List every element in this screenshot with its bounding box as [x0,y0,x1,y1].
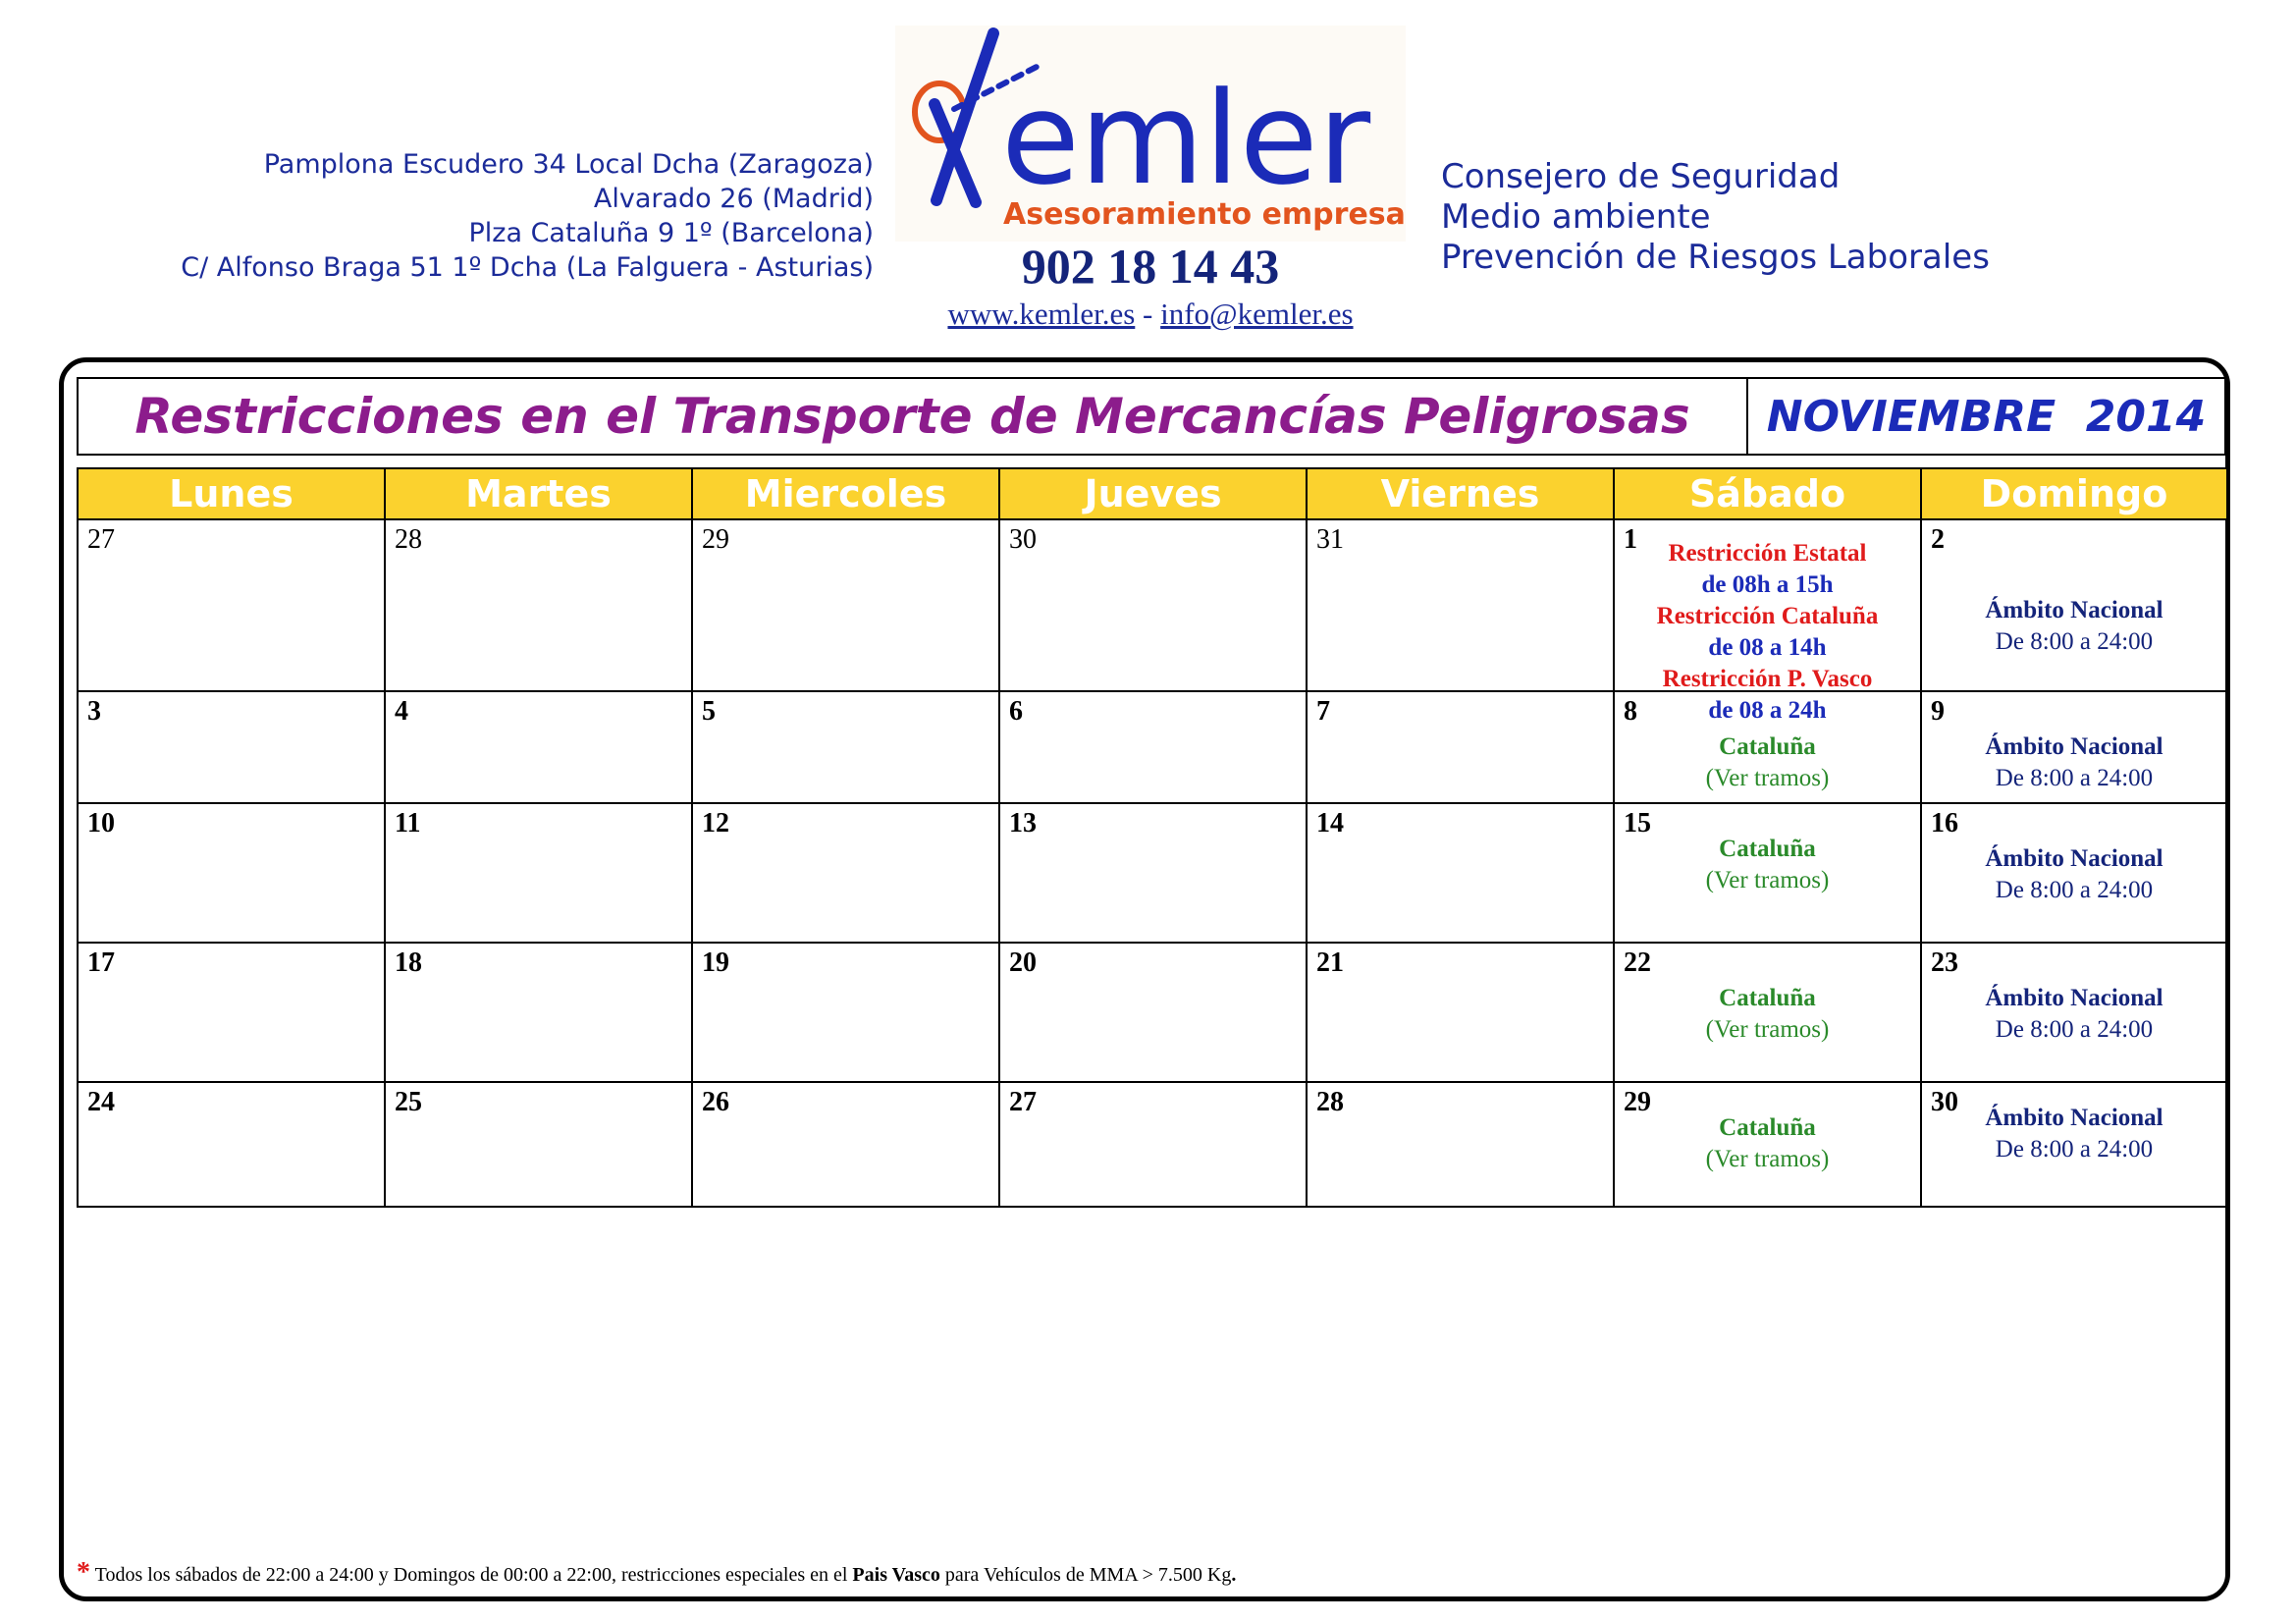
address-line: Alvarado 26 (Madrid) [593,184,874,214]
day-number: 13 [1009,808,1037,839]
calendar-day-cell [385,519,692,691]
restriction-note-line: Ámbito Nacional [1985,845,2163,872]
restriction-note-line: Ámbito Nacional [1985,985,2163,1011]
calendar-day-cell [385,803,692,943]
day-number: 26 [702,1087,729,1117]
restriction-note-line: De 8:00 a 24:00 [1995,877,2154,903]
restriction-note-line: Ámbito Nacional [1985,733,2163,760]
day-number: 23 [1931,947,1958,978]
calendar-day-cell [999,519,1307,691]
month-box [1746,377,2226,456]
logo-wordmark: emler [1001,64,1371,213]
day-number: 15 [1624,808,1651,839]
weekday-header: Sábado [1614,468,1921,519]
service-item: Medio ambiente [1441,197,1711,237]
restriction-note-line: De 8:00 a 24:00 [1995,1136,2154,1163]
calendar-day-cell [385,1082,692,1207]
day-number: 30 [1931,1087,1958,1117]
weekday-header: Viernes [1307,468,1614,519]
day-number: 20 [1009,947,1037,978]
footnote-period: . [1231,1564,1237,1586]
day-number: 29 [1624,1087,1651,1117]
calendar-day-cell [385,943,692,1082]
company-logo [895,26,1406,242]
calendar-day-cell [78,1082,385,1207]
restriction-notes [1922,1103,2226,1165]
restriction-notes [1615,731,1920,794]
day-number: 18 [395,947,422,978]
calendar-day-cell [78,803,385,943]
restriction-note-line: De 8:00 a 24:00 [1995,765,2154,791]
restriction-note-line: Cataluña [1719,1114,1816,1141]
calendar-day-cell [692,803,999,943]
title-box [77,377,1748,456]
restriction-note-line: Restricción Cataluña [1656,603,1879,629]
day-number: 6 [1009,696,1023,727]
calendar-week-row [78,691,2227,803]
calendar-day-cell [1307,691,1614,803]
footnote-text: Todos los sábados de 22:00 a 24:00 y Domingos de 00:00 a 22:00, restricciones especiales en el [90,1564,853,1586]
restriction-note-line: (Ver tramos) [1705,765,1830,791]
day-number: 19 [702,947,729,978]
calendar-day-cell [1307,519,1614,691]
restriction-note-line: De 8:00 a 24:00 [1995,628,2154,655]
service-item: Prevención de Riesgos Laborales [1441,238,1990,277]
page-title: Restricciones en el Transporte de Mercancías Peligrosas [134,388,1690,445]
calendar-day-cell [1614,519,1921,724]
restriction-note-line: Cataluña [1719,985,1816,1011]
day-number: 5 [702,696,716,727]
calendar-day-cell [999,803,1307,943]
calendar-day-cell [1307,803,1614,943]
day-number: 22 [1624,947,1651,978]
calendar-day-cell [999,943,1307,1082]
address-line: Plza Cataluña 9 1º (Barcelona) [468,218,874,248]
calendar-day-cell [78,691,385,803]
restriction-notes [1615,1112,1920,1175]
day-number: 29 [702,524,729,555]
calendar-week-row [78,943,2227,1082]
kemler-logo-icon [895,26,1406,242]
calendar-day-cell [1307,943,1614,1082]
calendar-day-cell [999,1082,1307,1207]
address-line: Pamplona Escudero 34 Local Dcha (Zaragoza) [263,149,874,180]
calendar-day-cell [1921,1082,2227,1207]
contact-links [895,297,1406,332]
day-number: 27 [1009,1087,1037,1117]
website-link[interactable]: www.kemler.es [947,297,1136,331]
day-number: 8 [1624,696,1637,727]
restriction-note-line: Cataluña [1719,836,1816,862]
footnote [77,1557,1236,1589]
weekday-header: Jueves [999,468,1307,519]
restriction-notes [1922,983,2226,1046]
day-number: 16 [1931,808,1958,839]
service-item: Consejero de Seguridad [1441,157,1841,196]
restriction-note-line: Ámbito Nacional [1985,1105,2163,1131]
day-number: 7 [1316,696,1330,727]
restriction-note-line: de 08h a 15h [1701,571,1834,598]
day-number: 4 [395,696,408,727]
calendar-day-cell [1307,1082,1614,1207]
weekday-header: Domingo [1921,468,2227,519]
phone-number: 902 18 14 43 [1021,239,1280,294]
restriction-note-line: Restricción Estatal [1668,540,1867,567]
restriction-note-line: (Ver tramos) [1705,867,1830,893]
address-line: C/ Alfonso Braga 51 1º Dcha (La Falguera - Asturias) [181,252,874,283]
day-number: 11 [395,808,421,839]
footnote-bold-region: Pais Vasco [852,1564,940,1586]
day-number: 12 [702,808,729,839]
weekday-header: Martes [385,468,692,519]
calendar-day-cell [78,943,385,1082]
day-number: 14 [1316,808,1344,839]
restriction-notes [1615,834,1920,896]
footnote-asterisk: * [77,1557,90,1588]
calendar-day-cell [692,519,999,691]
calendar-day-cell [1614,943,1921,1082]
day-number: 24 [87,1087,115,1117]
calendar-day-cell [1921,803,2227,943]
calendar-day-cell [1614,803,1921,943]
restriction-notes [1922,843,2226,906]
calendar-day-cell [692,691,999,803]
day-number: 25 [395,1087,422,1117]
weekday-header: Miercoles [692,468,999,519]
calendar-week-row [78,803,2227,943]
calendar-grid [77,467,2228,1208]
restriction-note-line: Cataluña [1719,733,1816,760]
restriction-note-line: De 8:00 a 24:00 [1995,1016,2154,1043]
calendar-week-row [78,1082,2227,1207]
calendar-day-cell [1614,1082,1921,1207]
day-number: 3 [87,696,101,727]
office-addresses [147,147,874,285]
calendar-day-cell [1921,943,2227,1082]
restriction-note-line: de 08 a 14h [1708,634,1827,661]
restriction-notes [1615,983,1920,1046]
calendar-week-row [78,519,2227,691]
services-list [1441,157,1990,278]
restriction-note-line: de 08 a 24h [1708,697,1827,724]
footnote-text-end: para Vehículos de MMA > 7.500 Kg [939,1564,1232,1586]
restriction-notes [1922,595,2226,658]
day-number: 27 [87,524,115,555]
day-number: 28 [395,524,422,555]
logo-tagline: Asesoramiento empresa [1003,197,1406,232]
restriction-note-line: (Ver tramos) [1705,1016,1830,1043]
calendar-day-cell [1921,519,2227,691]
day-number: 10 [87,808,115,839]
calendar-day-cell [385,691,692,803]
calendar-day-cell [692,1082,999,1207]
calendar-day-cell [1921,691,2227,803]
day-number: 9 [1931,696,1945,727]
restriction-notes [1922,731,2226,794]
calendar-day-cell [1614,691,1921,803]
restriction-note-line: Restricción P. Vasco [1662,666,1873,692]
calendar-day-cell [692,943,999,1082]
weekday-header: Lunes [78,468,385,519]
link-separator: - [1135,297,1161,331]
email-link[interactable]: info@kemler.es [1160,297,1354,331]
day-number: 28 [1316,1087,1344,1117]
calendar-day-cell [78,519,385,691]
restriction-note-line: Ámbito Nacional [1985,597,2163,623]
day-number: 31 [1316,524,1344,555]
day-number: 30 [1009,524,1037,555]
day-number: 1 [1624,524,1637,555]
weekday-header-row [78,468,2227,519]
day-number: 17 [87,947,115,978]
calendar-day-cell [999,691,1307,803]
restriction-note-line: (Ver tramos) [1705,1146,1830,1172]
month-label: NOVIEMBRE 2014 [1766,391,2207,442]
day-number: 21 [1316,947,1344,978]
day-number: 2 [1931,524,1945,555]
